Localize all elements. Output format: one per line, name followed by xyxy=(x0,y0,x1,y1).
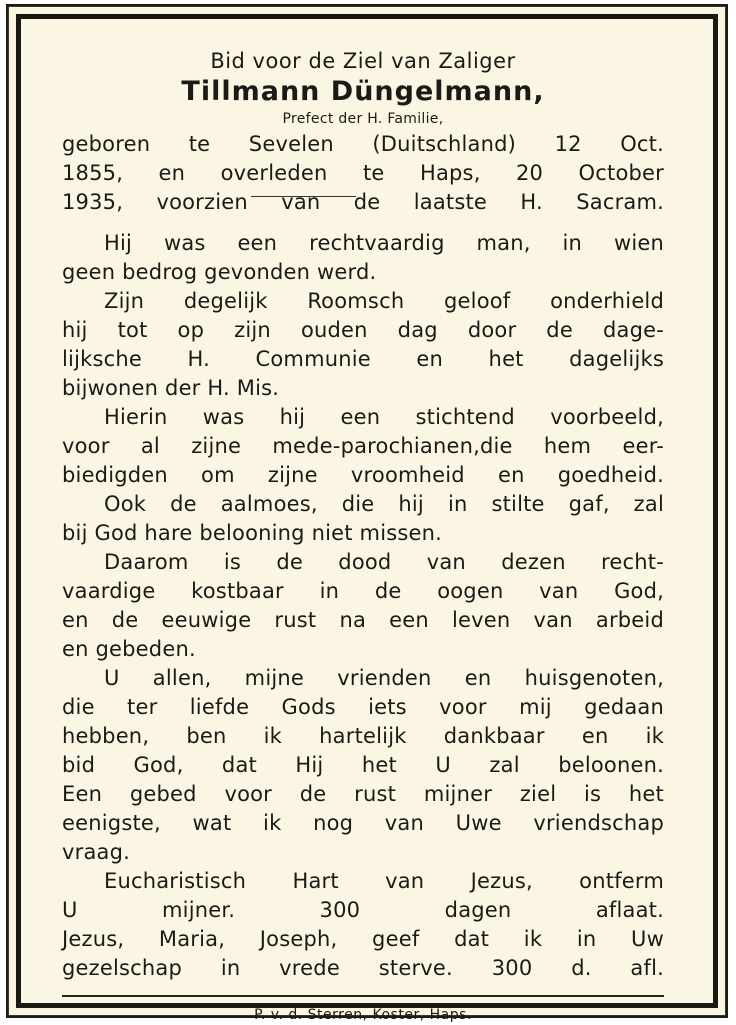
body-line: Eucharistisch Hart van Jezus, ontferm xyxy=(104,869,664,893)
body-line: vraag. xyxy=(62,840,131,864)
body-line: bij God hare belooning niet missen. xyxy=(62,521,443,545)
body-line: Een gebed voor de rust mijner ziel is het xyxy=(62,782,664,806)
body-text xyxy=(62,229,664,983)
body-line: Hierin was hij een stichtend voorbeeld, xyxy=(104,405,664,429)
body-line: en de eeuwige rust na een leven van arbeid xyxy=(62,608,664,632)
bio-line: geboren te Sevelen (Duitschland) 12 Oct. xyxy=(62,132,664,156)
body-line: Ook de aalmoes, die hij in stilte gaf, zal xyxy=(104,492,664,516)
body-line: hij tot op zijn ouden dag door de dage- xyxy=(62,318,664,342)
deceased-name: Tillmann Düngelmann, xyxy=(181,76,545,107)
body-line: en gebeden. xyxy=(62,637,196,661)
invocation-line: Bid voor de Ziel van Zaliger xyxy=(210,49,516,73)
body-line: U allen, mijne vrienden en huisgenoten, xyxy=(104,666,664,690)
body-line: Hij was een rechtvaardig man, in wien xyxy=(104,231,664,255)
body-line: hebben, ben ik hartelijk dankbaar en ik xyxy=(62,724,664,748)
bio-line: 1855, en overleden te Haps, 20 October xyxy=(62,161,664,185)
card-content xyxy=(62,46,664,1025)
memorial-card xyxy=(6,4,728,1023)
body-line: bijwonen der H. Mis. xyxy=(62,376,280,400)
underline-mark xyxy=(251,196,356,197)
body-line: biedigden om zijne vroomheid en goedheid. xyxy=(62,463,664,487)
biography xyxy=(62,130,664,217)
body-line: Daarom is de dood van dezen recht- xyxy=(104,550,664,574)
deceased-title: Prefect der H. Familie, xyxy=(282,111,444,127)
body-line: gezelschap in vrede sterve. 300 d. afl. xyxy=(62,956,664,980)
body-line: eenigste, wat ik nog van Uwe vriendschap xyxy=(62,811,664,835)
body-line: lijksche H. Communie en het dagelijks xyxy=(62,347,664,371)
body-line: geen bedrog gevonden werd. xyxy=(62,260,377,284)
body-line: vaardige kostbaar in de oogen van God, xyxy=(62,579,664,603)
body-line: die ter liefde Gods iets voor mij gedaan xyxy=(62,695,664,719)
body-line: Zijn degelijk Roomsch geloof onderhield xyxy=(104,289,664,313)
printer-credit: P. v. d. Sterren, Koster, Haps. xyxy=(254,1007,472,1023)
body-line: U mijner. 300 dagen aflaat. xyxy=(62,898,664,922)
bio-line: 1935, voorzien van de laatste H. Sacram. xyxy=(62,190,664,214)
body-line: Jezus, Maria, Joseph, geef dat ik in Uw xyxy=(62,927,664,951)
divider-rule xyxy=(62,995,664,997)
spacer xyxy=(62,217,664,229)
body-line: voor al zijne mede-parochianen,die hem eer- xyxy=(62,434,664,458)
body-line: bid God, dat Hij het U zal beloonen. xyxy=(62,753,664,777)
